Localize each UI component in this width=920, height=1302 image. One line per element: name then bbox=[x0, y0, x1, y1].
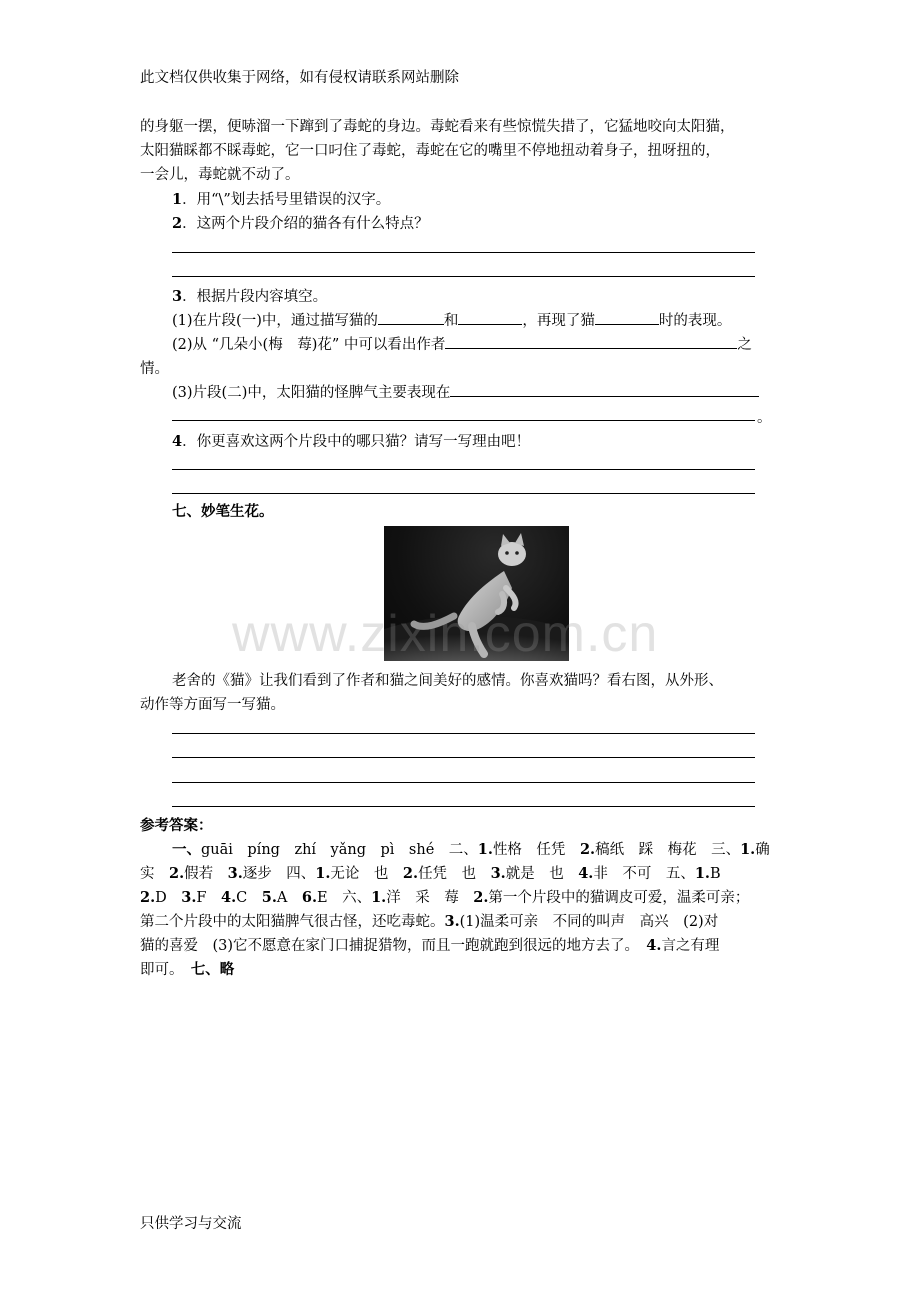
answer-line[interactable] bbox=[172, 493, 755, 494]
answer-run: 2. bbox=[473, 889, 489, 906]
question-4 bbox=[172, 430, 530, 451]
answers-line-3 bbox=[140, 886, 749, 907]
answer-run: 6. bbox=[301, 889, 317, 906]
section-7-prompt-2: 动作等方面写一写猫。 bbox=[140, 697, 285, 713]
answer-run: 2. bbox=[579, 841, 596, 858]
answer-run: 即可。 bbox=[140, 962, 191, 978]
answer-run: 实 bbox=[140, 866, 169, 882]
answer-line[interactable] bbox=[172, 420, 755, 421]
footer-note: 只供学习与交流 bbox=[140, 1216, 242, 1232]
writing-line[interactable] bbox=[172, 806, 755, 807]
answer-run: 第一个片段中的猫调皮可爱，温柔可亲； bbox=[488, 890, 750, 906]
answer-line[interactable] bbox=[172, 469, 755, 470]
answer-run: (1)温柔可亲 不同的叫声 高兴 (2)对 bbox=[459, 914, 719, 930]
answer-run: 1. bbox=[315, 865, 331, 882]
answer-run: 二、 bbox=[448, 842, 478, 858]
answer-run: B bbox=[709, 866, 721, 882]
answer-line[interactable] bbox=[172, 252, 755, 253]
answer-run: 1. bbox=[740, 841, 756, 858]
q3-1-text-d: 时的表现。 bbox=[658, 313, 732, 329]
answer-run: 非 不可 五、 bbox=[593, 866, 695, 882]
q3-1-text-a: (1)在片段(一)中，通过描写猫的 bbox=[172, 313, 378, 329]
question-2-number: 2 bbox=[172, 215, 183, 232]
watermark: www.zixin.com.cn bbox=[232, 605, 659, 663]
answer-run: 就是 也 bbox=[505, 866, 579, 882]
passage-line-1: 的身躯一摆，便哧溜一下蹿到了毒蛇的身边。毒蛇看来有些惊慌失措了，它猛地咬向太阳猫， bbox=[140, 119, 735, 135]
answer-run: F bbox=[196, 890, 221, 906]
answer-run: D bbox=[155, 890, 182, 906]
answer-run: 3. bbox=[444, 913, 460, 930]
answer-run: 猫的喜爱 (3)它不愿意在家门口捕捉猎物，而且一跑就跑到很远的地方去了。 bbox=[140, 938, 647, 954]
answer-run: 稿纸 踩 梅花 三、 bbox=[595, 842, 741, 858]
section-7-title: 七、妙笔生花。 bbox=[172, 503, 274, 520]
answer-run: 假若 bbox=[184, 866, 228, 882]
answer-run: 1. bbox=[371, 889, 387, 906]
answer-run: 4. bbox=[220, 889, 237, 906]
answer-run: 逐步 四、 bbox=[242, 866, 316, 882]
answer-run: 3. bbox=[490, 865, 506, 882]
answer-run: 洋 采 莓 bbox=[386, 890, 474, 906]
answer-line[interactable] bbox=[172, 276, 755, 277]
question-1 bbox=[172, 188, 390, 209]
writing-line[interactable] bbox=[172, 757, 755, 758]
answers-line-1 bbox=[172, 838, 770, 859]
answer-run: 任凭 也 bbox=[418, 866, 491, 882]
writing-line[interactable] bbox=[172, 782, 755, 783]
answer-run: 2. bbox=[169, 865, 185, 882]
answers-line-6 bbox=[140, 958, 234, 979]
passage-line-2: 太阳猫睬都不睬毒蛇，它一口叼住了毒蛇，毒蛇在它的嘴里不停地扭动着身子，扭呀扭的， bbox=[140, 143, 720, 159]
answer-run: 1. bbox=[477, 841, 493, 858]
question-3-1 bbox=[172, 309, 731, 330]
answer-run: 七、略 bbox=[190, 961, 235, 978]
answer-run: 无论 也 bbox=[330, 866, 403, 882]
question-1-number: 1 bbox=[172, 191, 183, 208]
question-3-2-cont: 情。 bbox=[140, 361, 169, 377]
answer-run: 1. bbox=[694, 865, 710, 882]
question-3 bbox=[172, 285, 327, 306]
question-2-text: ．这两个片段介绍的猫各有什么特点？ bbox=[182, 216, 429, 232]
writing-line[interactable] bbox=[172, 733, 755, 734]
answers-line-5 bbox=[140, 934, 719, 955]
question-3-text: ．根据片段内容填空。 bbox=[182, 289, 328, 305]
answers-line-4 bbox=[140, 910, 718, 931]
q3-2-text-b: 之 bbox=[737, 337, 752, 353]
q3-1-text-c: ，再现了猫 bbox=[522, 313, 595, 329]
q3-1-text-b: 和 bbox=[443, 313, 459, 329]
question-4-text: ．你更喜欢这两个片段中的哪只猫？请写一写理由吧！ bbox=[182, 434, 531, 450]
question-2 bbox=[172, 212, 429, 233]
q3-3-end: 。 bbox=[757, 410, 772, 426]
answer-run: 4. bbox=[578, 865, 594, 882]
q3-2-text-a: (2)从 “几朵小(梅 莓)花” 中可以看出作者 bbox=[172, 337, 446, 353]
answer-run: 言之有理 bbox=[661, 938, 720, 954]
answers-title: 参考答案： bbox=[140, 817, 213, 834]
answer-run: A bbox=[276, 890, 302, 906]
q3-3-text-a: (3)片段(二)中，太阳猫的怪脾气主要表现在 bbox=[172, 385, 451, 401]
answer-run: C bbox=[236, 890, 262, 906]
answer-run: 第二个片段中的太阳猫脾气很古怪，还吃毒蛇。 bbox=[140, 914, 445, 930]
header-notice: 此文档仅供收集于网络，如有侵权请联系网站删除 bbox=[140, 70, 459, 86]
fill-blank[interactable] bbox=[445, 334, 737, 349]
answer-run: 3. bbox=[181, 889, 197, 906]
answer-run: 4. bbox=[646, 937, 662, 954]
answer-run: 确 bbox=[755, 842, 770, 858]
answer-run: guāi píng zhí yǎng pì shé bbox=[201, 842, 449, 858]
question-4-number: 4 bbox=[172, 433, 183, 450]
answers-line-2 bbox=[140, 862, 721, 883]
question-1-text: ．用“\”划去括号里错误的汉字。 bbox=[182, 192, 391, 208]
answer-run: 2. bbox=[140, 889, 156, 906]
question-3-number: 3 bbox=[172, 288, 183, 305]
fill-blank[interactable] bbox=[458, 310, 522, 325]
question-3-2 bbox=[172, 333, 752, 354]
passage-line-3: 一会儿，毒蛇就不动了。 bbox=[140, 167, 300, 183]
fill-blank[interactable] bbox=[378, 310, 444, 325]
answer-run: 性格 任凭 bbox=[492, 842, 580, 858]
fill-blank[interactable] bbox=[450, 382, 759, 397]
fill-blank[interactable] bbox=[595, 310, 659, 325]
answer-run: 5. bbox=[261, 889, 277, 906]
section-7-prompt-1: 老舍的《猫》让我们看到了作者和猫之间美好的感情。你喜欢猫吗？看右图，从外形、 bbox=[172, 673, 723, 689]
answer-run: 2. bbox=[402, 865, 419, 882]
answer-run: 一、 bbox=[172, 841, 201, 858]
answer-run: 3. bbox=[227, 865, 243, 882]
question-3-3 bbox=[172, 381, 759, 402]
answer-run: E 六、 bbox=[317, 890, 372, 906]
